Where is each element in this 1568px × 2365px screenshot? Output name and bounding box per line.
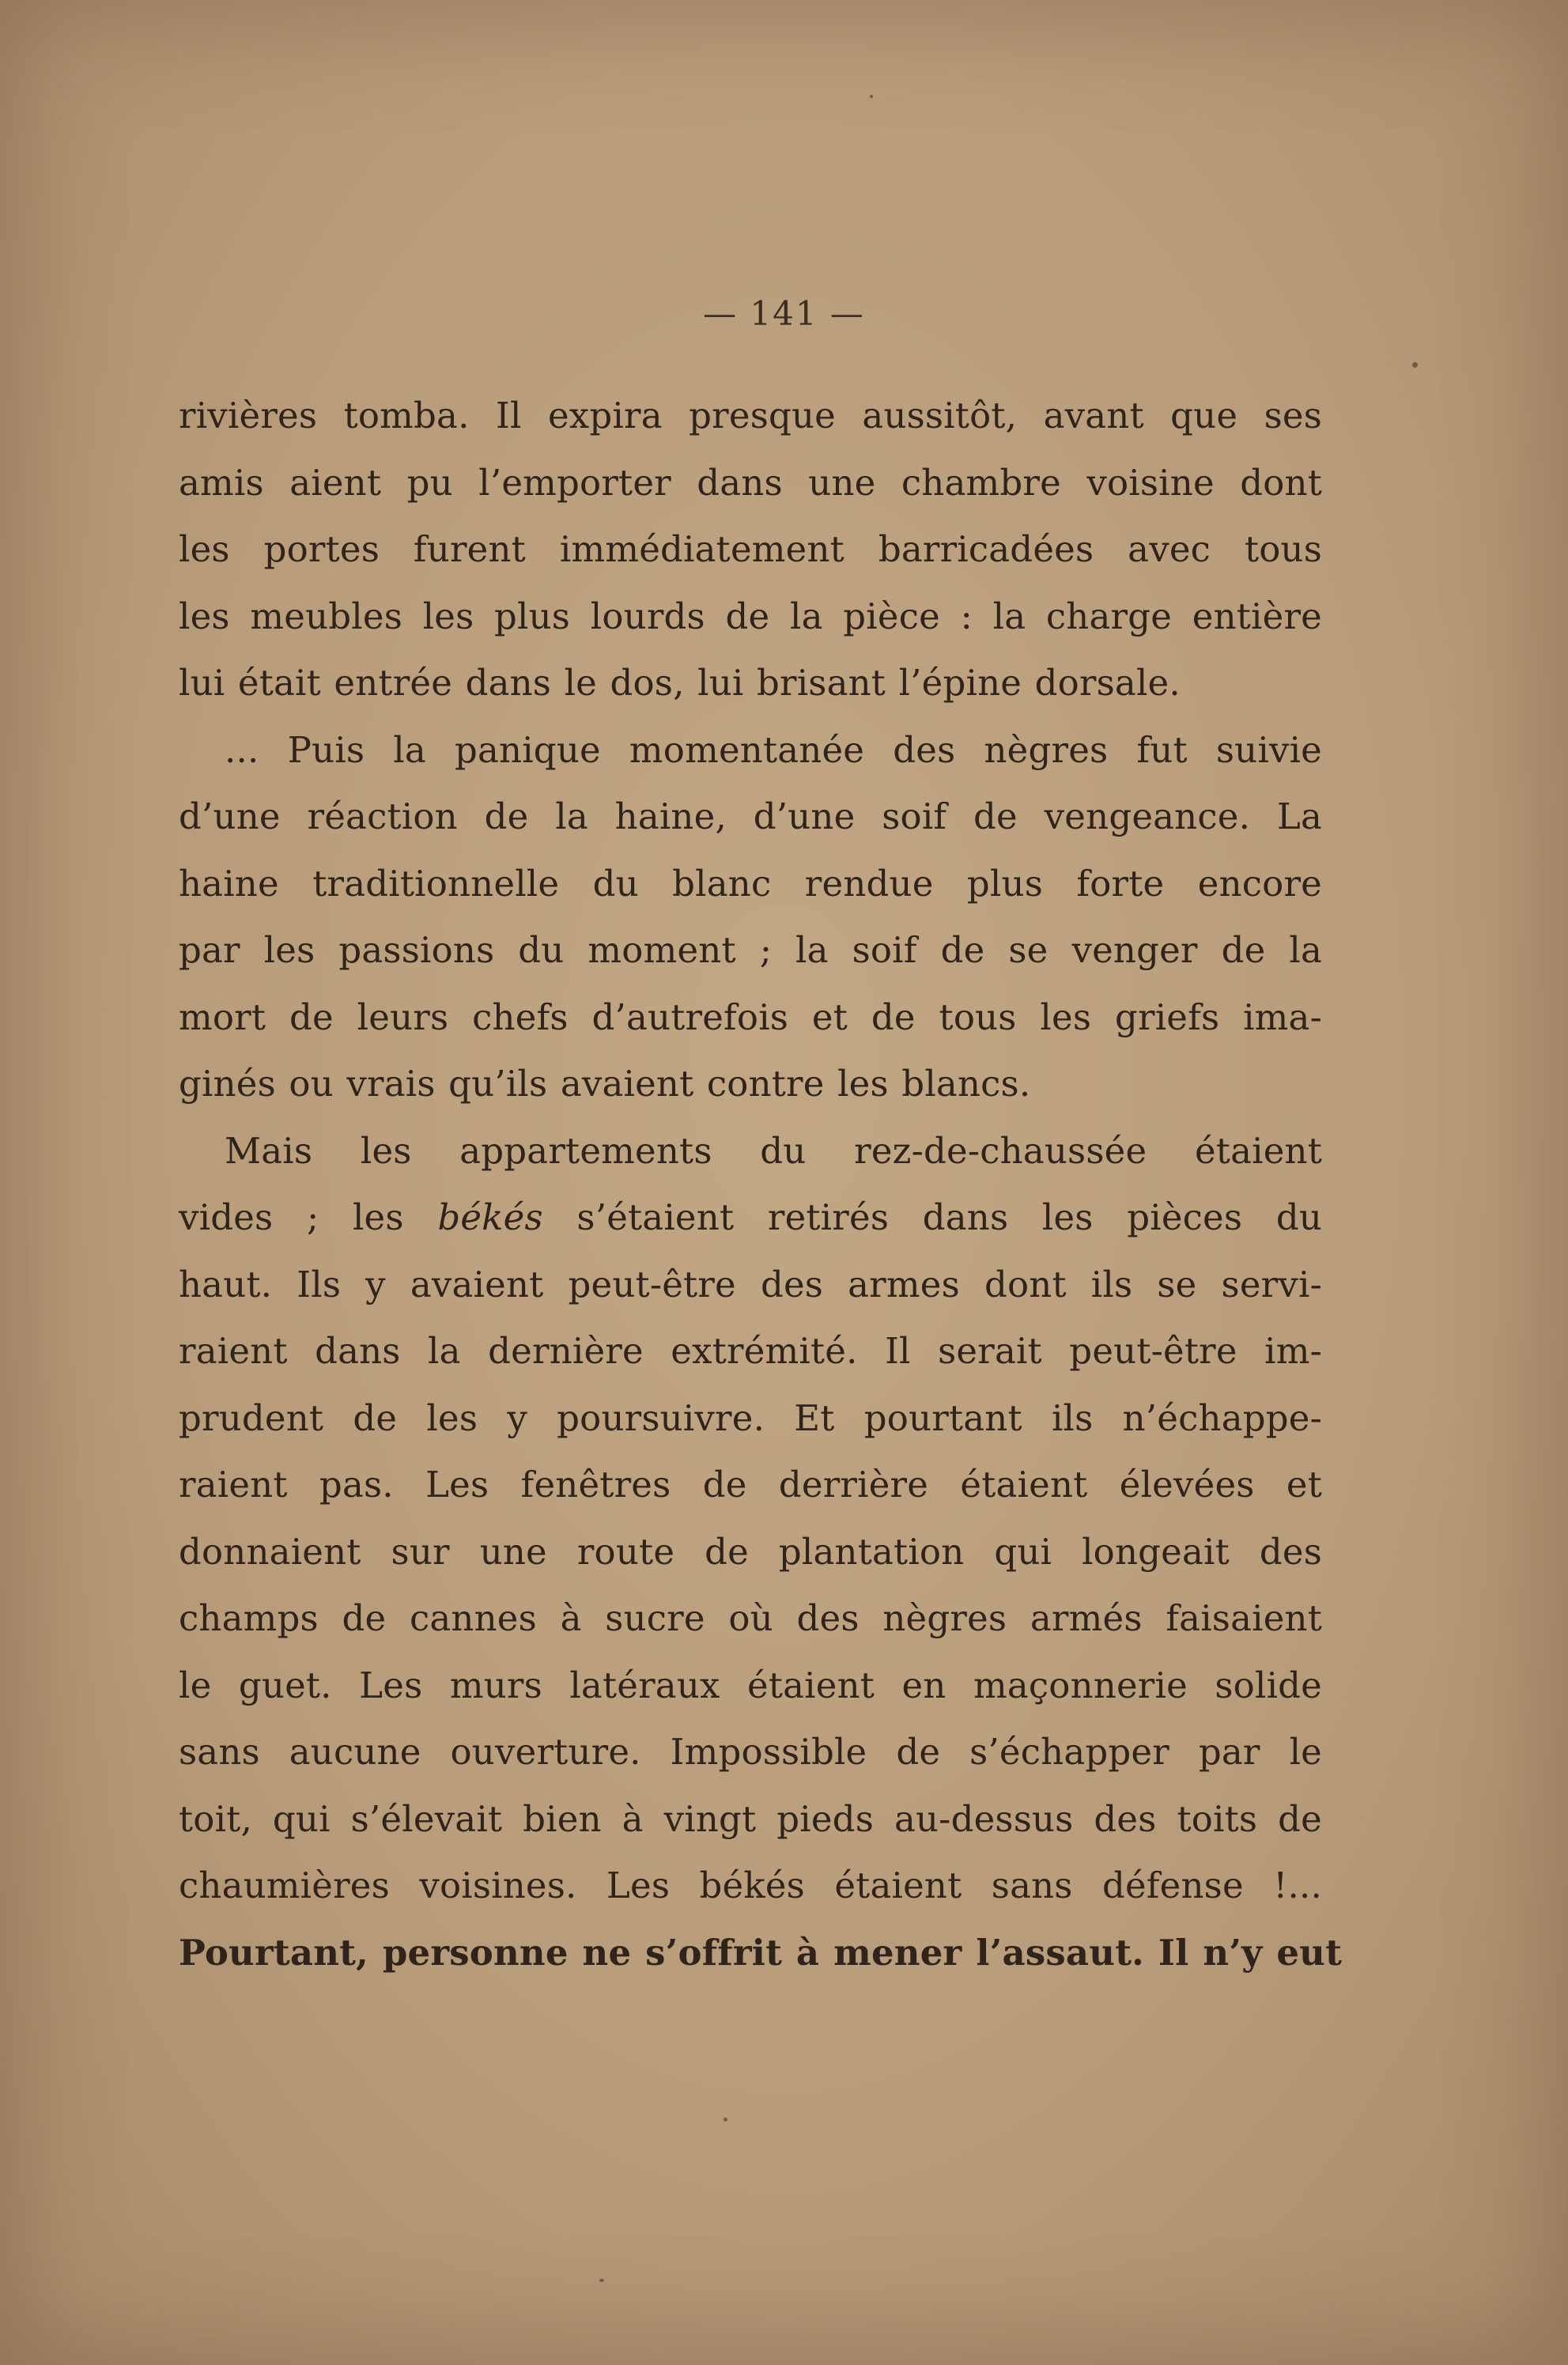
paper-speck [599,2279,604,2282]
text-line: ... Puis la panique momentanée des nègres fut suivie [225,728,1322,771]
text-line: d’une réaction de la haine, d’une soif de vengeance. La [179,795,1322,837]
text-line: lui était entrée dans le dos, lui brisant l’épine dorsale. [179,662,1181,704]
text-line: toit, qui s’élevait bien à vingt pieds au-dessus des toits de [179,1797,1322,1840]
text-line: champs de cannes à sucre où des nègres armés faisaient [179,1597,1322,1639]
text-fragment: vides ; les [179,1196,438,1238]
text-line: les meubles les plus lourds de la pièce : la charge entière [179,595,1322,637]
text-line: Pourtant, personne ne s’offrit à mener l’assaut. Il n’y eut [179,1931,1343,1974]
paper-speck [724,2118,727,2121]
text-line [179,1184,1322,1252]
text-line: raient dans la dernière extrémité. Il serait peut-être im- [179,1330,1322,1372]
text-line: sans aucune ouverture. Impossible de s’échapper par le [179,1731,1322,1773]
text-line: ginés ou vrais qu’ils avaient contre les blancs. [179,1063,1031,1105]
text-line: haut. Ils y avaient peut-être des armes dont ils se servi- [179,1263,1322,1305]
italic-word: békés [437,1196,543,1238]
text-line: mort de leurs chefs d’autrefois et de tous les griefs ima- [179,995,1322,1038]
paper-speck [1412,362,1418,368]
text-line: rivières tomba. Il expira presque aussitôt, avant que ses [179,395,1322,436]
body-text [179,383,1343,1986]
text-fragment: s’étaient retirés dans les pièces du [542,1196,1323,1238]
text-line: amis aient pu l’emporter dans une chambre voisine dont [179,461,1322,504]
paper-speck [870,95,873,98]
page-number: — 141 — [703,294,865,333]
text-line: raient pas. Les fenêtres de derrière étaient élevées et [179,1464,1322,1506]
text-line: Mais les appartements du rez-de-chaussée étaient [225,1129,1322,1172]
text-line: par les passions du moment ; la soif de se venger de la [179,929,1322,971]
text-line: les portes furent immédiatement barricadées avec tous [179,528,1322,570]
text-line: donnaient sur une route de plantation qui longeait des [179,1530,1322,1573]
text-line: haine traditionnelle du blanc rendue plus forte encore [179,862,1322,905]
text-line: prudent de les y poursuivre. Et pourtant ils n’échappe- [179,1396,1322,1439]
text-line: le guet. Les murs latéraux étaient en maçonnerie solide [179,1664,1322,1706]
text-line: chaumières voisines. Les békés étaient sans défense !... [179,1864,1322,1906]
